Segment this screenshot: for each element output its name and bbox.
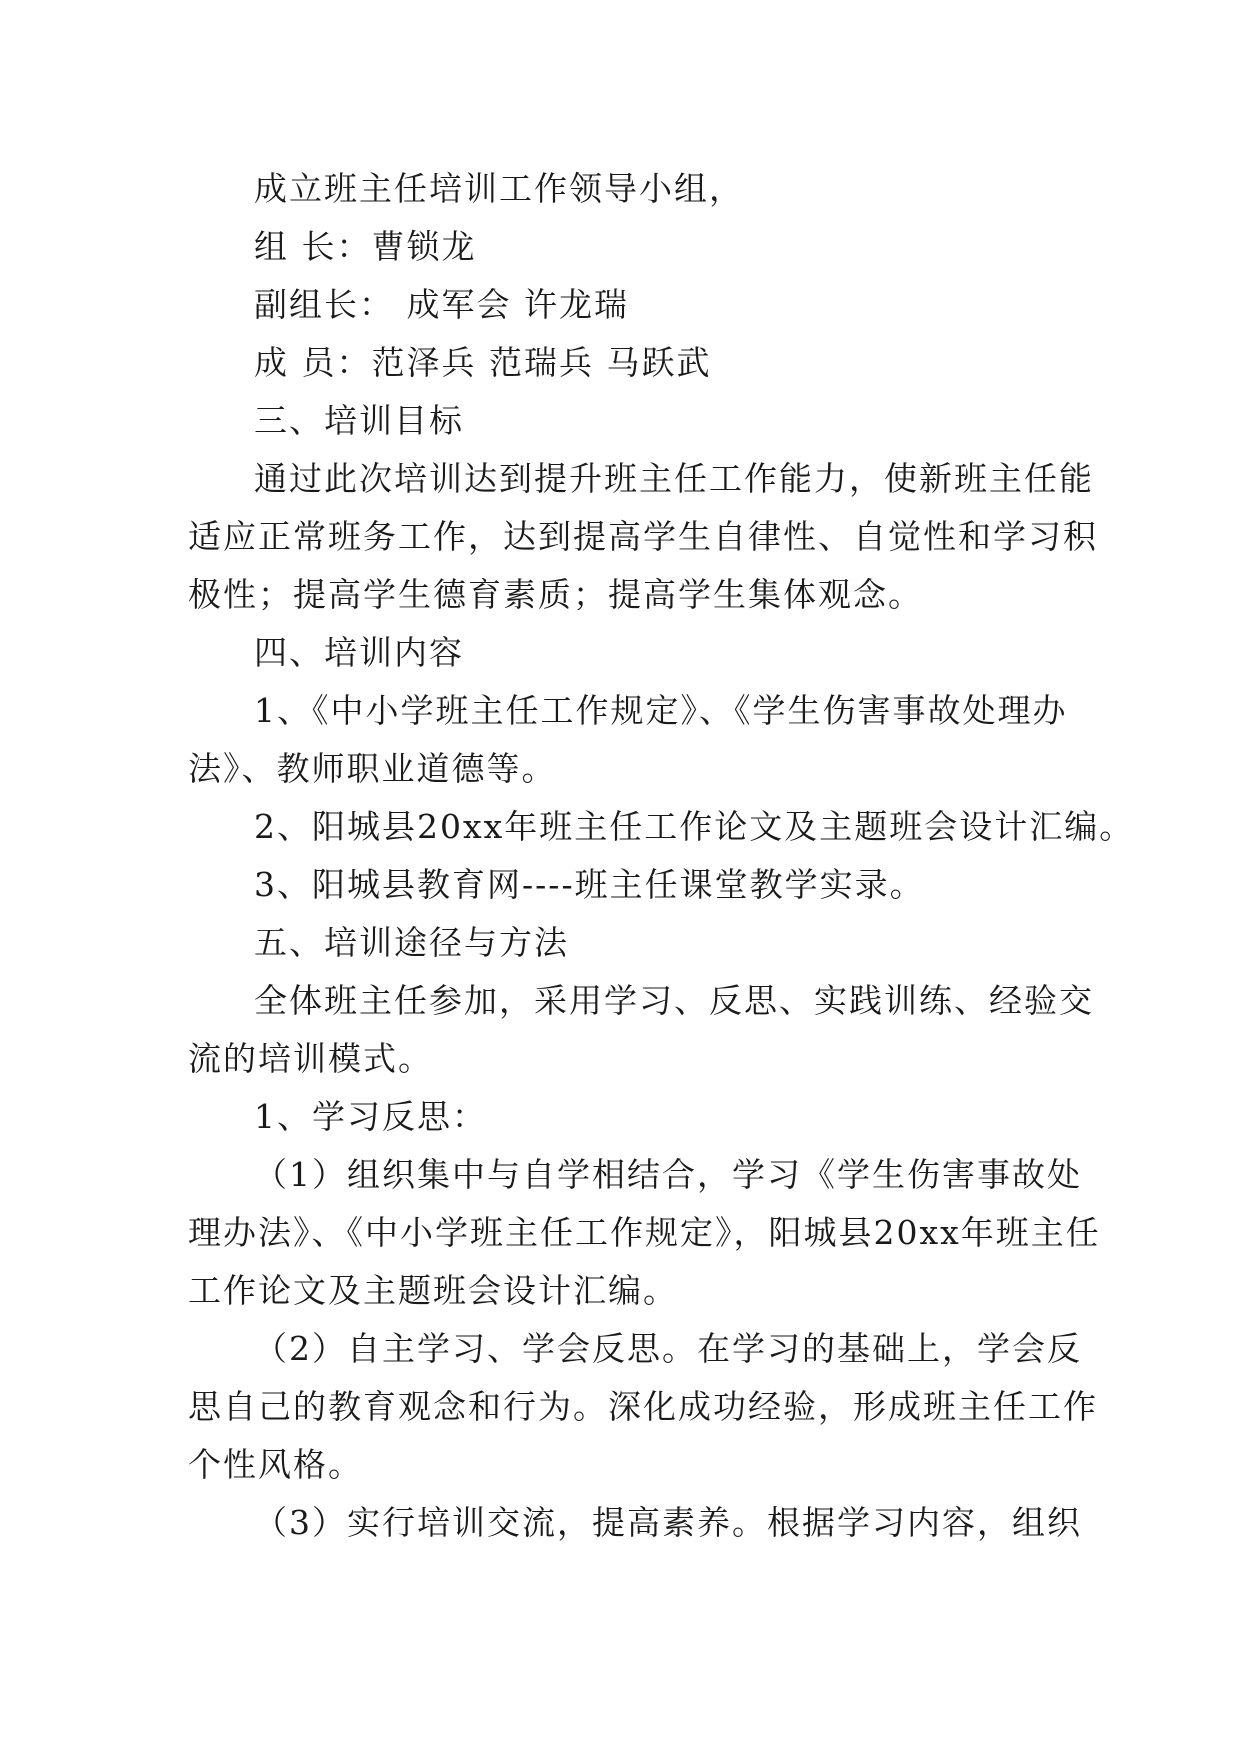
- paragraph-line: 极性；提高学生德育素质；提高学生集体观念。: [188, 575, 923, 614]
- paragraph-line: 流的培训模式。: [188, 1039, 433, 1078]
- paragraph-line: 适应正常班务工作，达到提高学生自律性、自觉性和学习积: [188, 517, 1098, 556]
- paragraph-line: 通过此次培训达到提升班主任工作能力，使新班主任能: [254, 459, 1094, 498]
- paragraph-line: 法》、教师职业道德等。: [188, 749, 557, 788]
- paragraph-line: 成立班主任培训工作领导小组，: [254, 169, 744, 208]
- paragraph-line: 思自己的教育观念和行为。深化成功经验，形成班主任工作: [188, 1387, 1098, 1426]
- paragraph-line: 2、阳城县20xx年班主任工作论文及主题班会设计汇编。: [254, 807, 1135, 846]
- paragraph-line: 个性风格。: [188, 1445, 363, 1484]
- paragraph-line: 成 员：范泽兵 范瑞兵 马跃武: [254, 343, 712, 382]
- section-heading: 三、培训目标: [254, 401, 464, 440]
- document-body: [188, 160, 1135, 1552]
- paragraph-line: 副组长： 成军会 许龙瑞: [254, 285, 629, 324]
- paragraph-line: 全体班主任参加，采用学习、反思、实践训练、经验交: [254, 981, 1094, 1020]
- section-heading: 四、培训内容: [254, 633, 464, 672]
- paragraph-line: （2）自主学习、学会反思。在学习的基础上，学会反: [254, 1329, 1082, 1368]
- paragraph-line: 工作论文及主题班会设计汇编。: [188, 1271, 678, 1310]
- paragraph-line: 理办法》、《中小学班主任工作规定》，阳城县20xx年班主任: [188, 1213, 1101, 1252]
- paragraph-line: （3）实行培训交流，提高素养。根据学习内容，组织: [254, 1503, 1082, 1542]
- subsection-heading: 1、学习反思：: [254, 1097, 487, 1136]
- paragraph-line: 3、阳城县教育网----班主任课堂教学实录。: [254, 865, 925, 904]
- paragraph-line: 组 长：曹锁龙: [254, 227, 477, 266]
- paragraph-line: （1）组织集中与自学相结合，学习《学生伤害事故处: [254, 1155, 1082, 1194]
- paragraph-line: 1、《中小学班主任工作规定》、《学生伤害事故处理办: [254, 691, 1068, 730]
- section-heading: 五、培训途径与方法: [254, 923, 569, 962]
